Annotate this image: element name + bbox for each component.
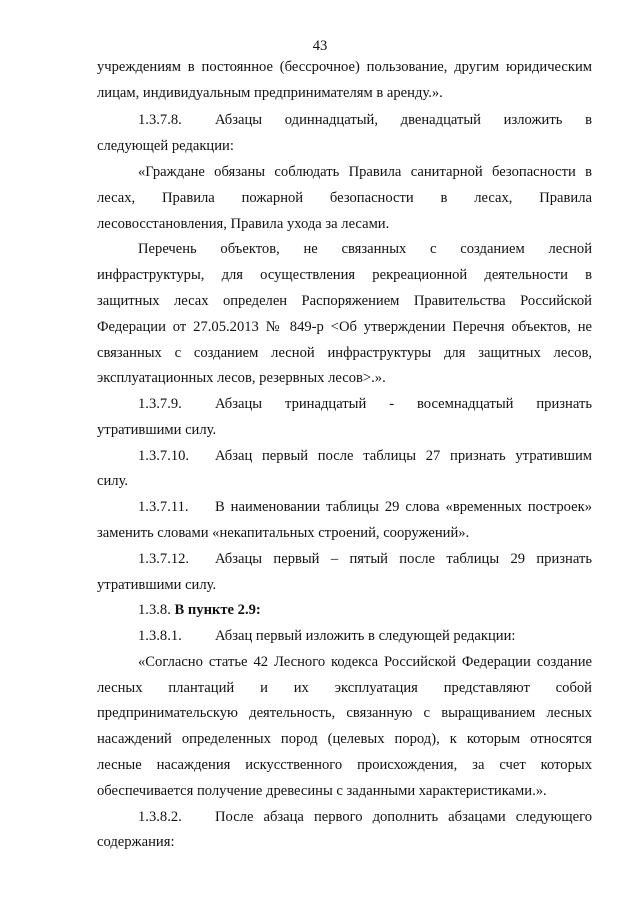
item-number: 1.3.8.1. xyxy=(138,628,182,644)
text-line: лесных плантаций и их эксплуатация представляют собой xyxy=(97,680,592,696)
item-number: 1.3.8.2. xyxy=(138,809,182,825)
text-line: лесные насаждения искусственного происхождения, за счет которых xyxy=(97,757,592,773)
section-title: В пункте 2.9: xyxy=(174,602,261,618)
section-number: 1.3.8. xyxy=(138,602,175,618)
list-item xyxy=(138,498,592,516)
text-line: предпринимательскую деятельность, связанную с выращиванием лесных xyxy=(97,705,592,721)
text-line: «Граждане обязаны соблюдать Правила санитарной безопасности в xyxy=(138,164,592,180)
text-line: насаждений определенных пород (целевых пород), к которым относятся xyxy=(97,731,592,747)
item-text: В наименовании таблицы 29 слова «временных построек» xyxy=(215,499,592,515)
text-line: инфраструктуры, для осуществления рекреационной деятельности в xyxy=(97,267,592,283)
item-number: 1.3.7.10. xyxy=(138,448,190,464)
page-number: 43 xyxy=(312,38,328,54)
text-line: обеспечивается получение древесины с заданными характеристиками.». xyxy=(97,783,547,799)
item-number: 1.3.7.11. xyxy=(138,499,189,515)
list-item xyxy=(138,627,592,645)
text-line: содержания: xyxy=(97,834,175,850)
list-item xyxy=(138,395,592,413)
text-line: Перечень объектов, не связанных с созданием лесной xyxy=(138,241,592,257)
text-line: заменить словами «некапитальных строений, сооружений». xyxy=(97,525,470,541)
text-line: учреждениям в постоянное (бессрочное) пользование, другим юридическим xyxy=(97,59,592,75)
item-text: Абзацы одиннадцатый, двенадцатый изложить в xyxy=(215,112,592,128)
item-number: 1.3.7.12. xyxy=(138,551,190,567)
text-line: эксплуатационных лесов, резервных лесов>.». xyxy=(97,370,386,386)
list-item xyxy=(138,808,592,826)
text-line: связанных с созданием лесной инфраструктуры для защитных лесов, xyxy=(97,345,592,361)
text-line: Федерации от 27.05.2013 № 849-р <Об утверждении Перечня объектов, не xyxy=(97,319,592,335)
item-text: Абзац первый изложить в следующей редакции: xyxy=(215,628,516,644)
text-line: следующей редакции: xyxy=(97,138,234,154)
text-line: лицам, индивидуальным предпринимателям в аренду.». xyxy=(97,85,443,101)
list-item xyxy=(138,550,592,568)
text-line: лесах, Правила пожарной безопасности в лесах, Правила xyxy=(97,190,592,206)
list-item xyxy=(138,111,592,129)
text-line: лесовосстановления, Правила ухода за лесами. xyxy=(97,216,390,232)
text-line: силу. xyxy=(97,473,129,489)
text-line: «Согласно статье 42 Лесного кодекса Российской Федерации создание xyxy=(138,654,592,670)
text-line: утратившими силу. xyxy=(97,422,217,438)
item-number: 1.3.7.9. xyxy=(138,396,182,412)
item-text: После абзаца первого дополнить абзацами следующего xyxy=(215,809,592,825)
item-text: Абзацы первый – пятый после таблицы 29 признать xyxy=(215,551,592,567)
list-item xyxy=(138,447,592,465)
item-number: 1.3.7.8. xyxy=(138,112,182,128)
section-heading xyxy=(97,601,592,619)
item-text: Абзац первый после таблицы 27 признать утратившим xyxy=(215,448,592,464)
text-line: утратившими силу. xyxy=(97,577,217,593)
item-text: Абзацы тринадцатый - восемнадцатый признать xyxy=(215,396,592,412)
text-line: защитных лесах определен Распоряжением Правительства Российской xyxy=(97,293,592,309)
